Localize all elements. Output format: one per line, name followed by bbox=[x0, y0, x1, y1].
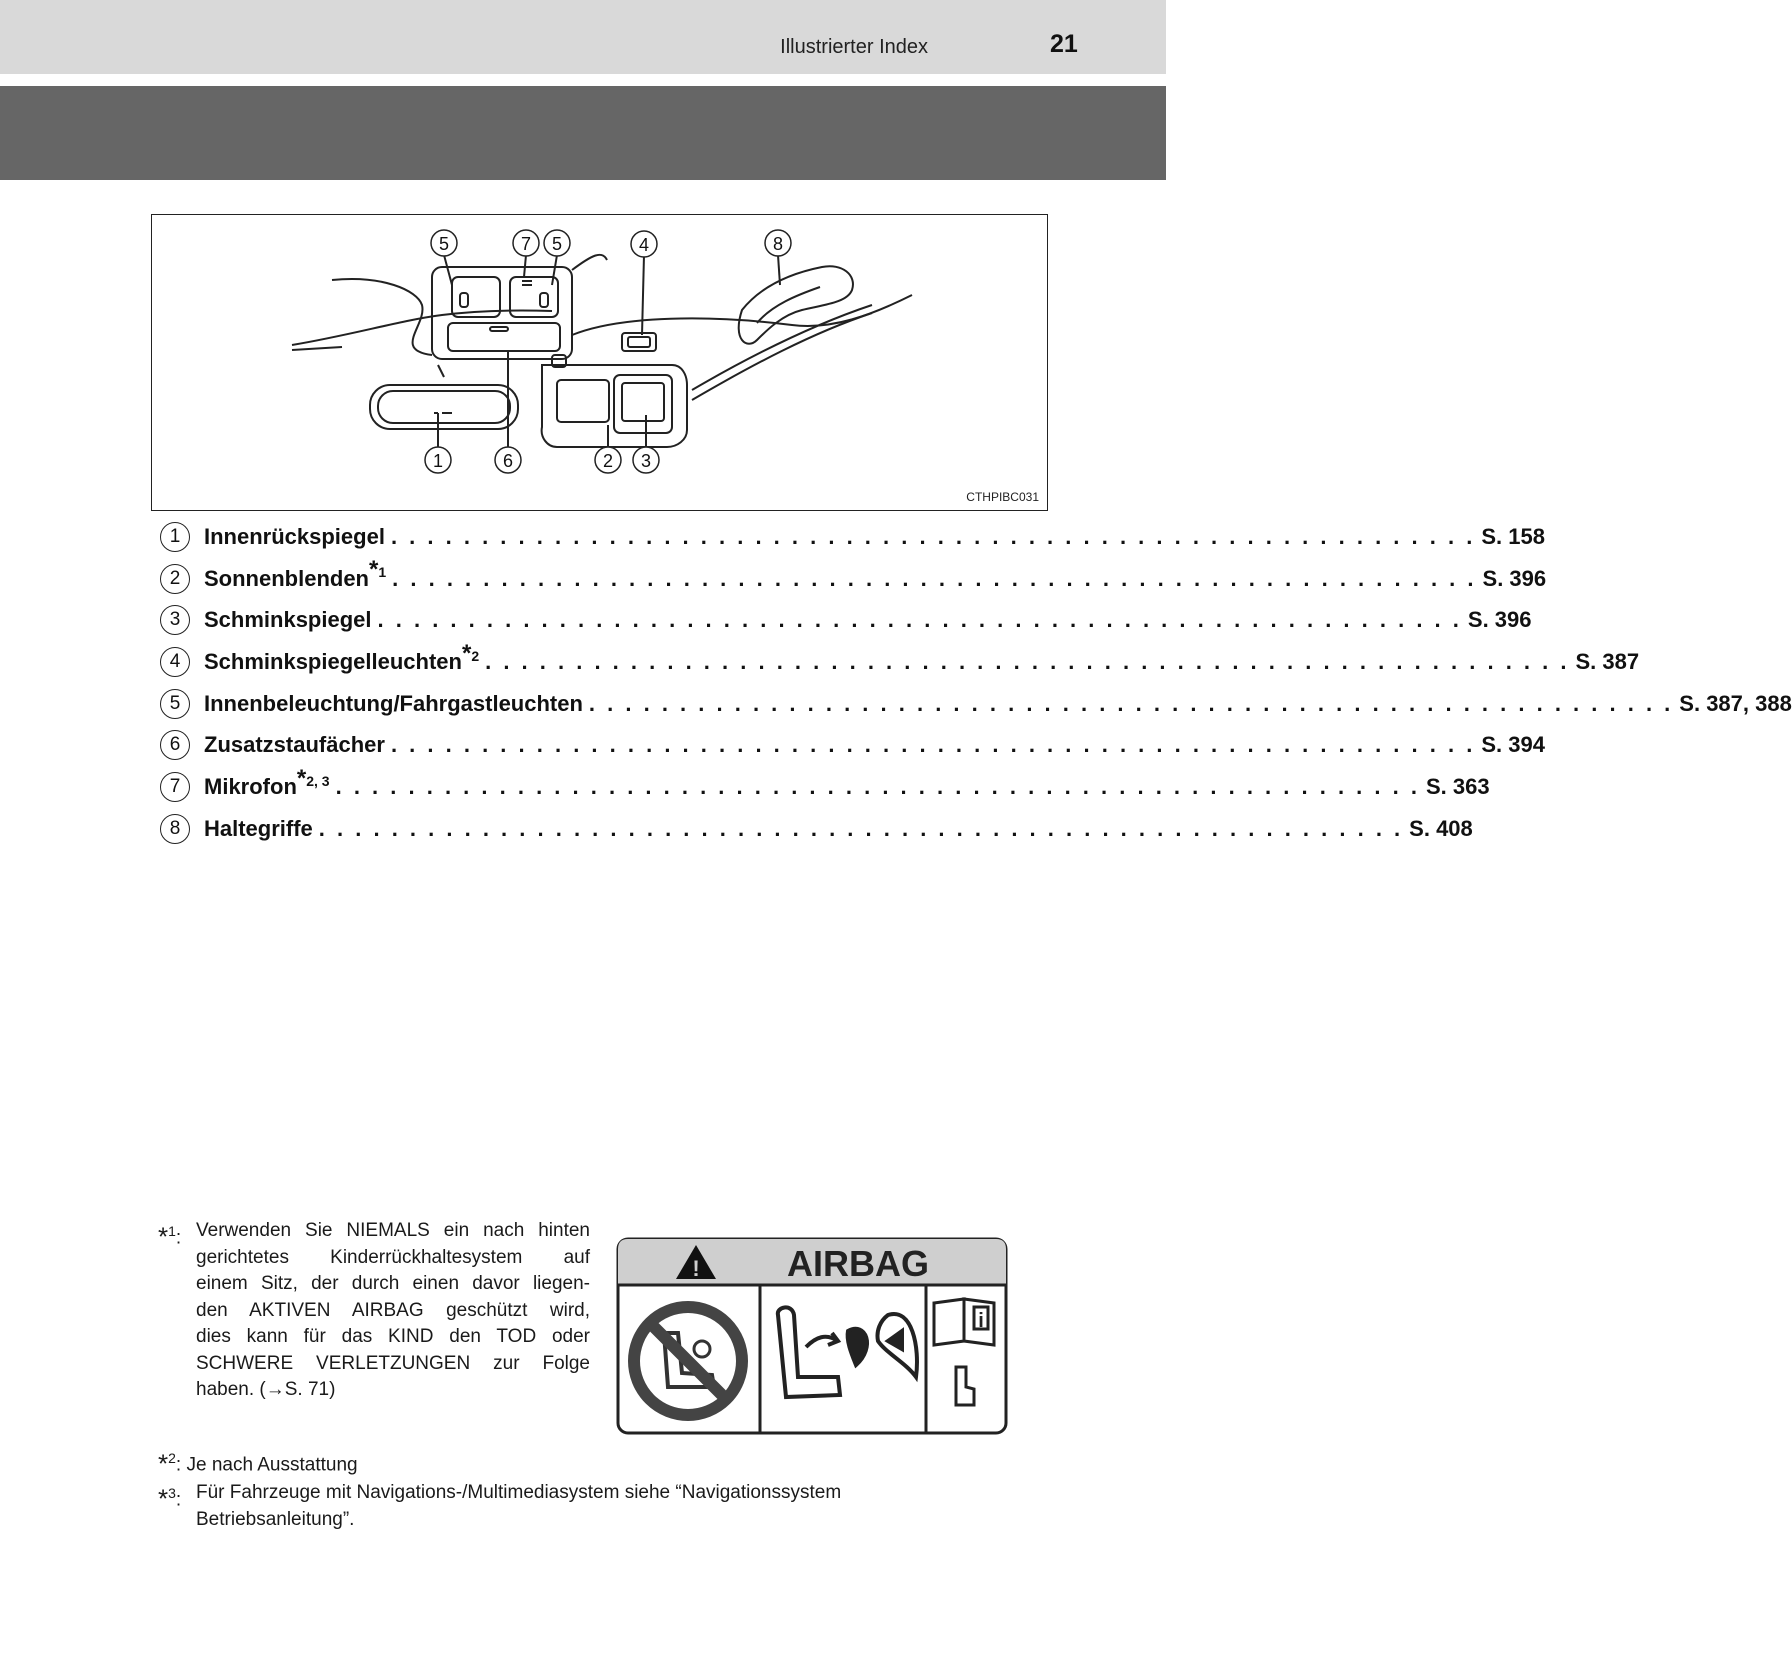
footnote-2-marker: *$^2$: Je nach Ausstattung bbox=[158, 1448, 358, 1479]
index-row bbox=[160, 764, 1490, 808]
item-label: Zusatzstaufächer bbox=[204, 732, 385, 758]
footnote-1-line: einem Sitz, der durch einen davor liegen- bbox=[196, 1273, 590, 1294]
item-page-ref: S. 396 bbox=[1467, 607, 1532, 633]
footnote-1-line: den AKTIVEN AIRBAG geschützt wird, bbox=[196, 1299, 590, 1321]
item-page-ref: S. 158 bbox=[1481, 523, 1545, 549]
footnote-ref: 2 bbox=[471, 647, 480, 664]
airbag-title: AIRBAG bbox=[787, 1243, 929, 1284]
item-page-ref: S. 396 bbox=[1482, 565, 1547, 591]
leader-dots: . . . . . . . . . . . . . . . . . . . . . . . . . . . . . . . . . . . . . . . . . . . . . . . . . . . . . . . . . . . . bbox=[588, 690, 1674, 716]
item-page-ref: S. 394 bbox=[1481, 732, 1545, 758]
footnote-1-line: gerichtetes Kinderrückhaltesystem auf bbox=[196, 1246, 590, 1268]
leader-dots: . . . . . . . . . . . . . . . . . . . . . . . . . . . . . . . . . . . . . . . . . . . . . . . . . . . . . . . . . . . . bbox=[335, 773, 1420, 799]
page-header bbox=[0, 0, 1166, 74]
callout-top-3: 5 bbox=[551, 234, 563, 254]
svg-text:!: ! bbox=[692, 1256, 700, 1281]
footnote-3-marker: *$^3$: bbox=[158, 1483, 182, 1514]
footnote-3-line: Betriebsanleitung”. bbox=[196, 1508, 355, 1530]
leader-dots: . . . . . . . . . . . . . . . . . . . . . . . . . . . . . . . . . . . . . . . . . . . . . . . . . . . . . . . . . . . . bbox=[390, 523, 1476, 549]
item-page-ref: S. 408 bbox=[1409, 815, 1473, 841]
index-row bbox=[160, 556, 1547, 600]
footnote-ref: 2, 3 bbox=[306, 772, 330, 789]
callout-bottom-4: 3 bbox=[640, 451, 652, 471]
callout-top-1: 5 bbox=[438, 234, 450, 254]
footnote-1-line: dies kann für das KIND den TOD oder bbox=[196, 1326, 590, 1347]
item-label: Mikrofon$^{*2, 3}$ bbox=[204, 764, 330, 799]
footnote-1-line: haben. (→S. 71) bbox=[196, 1379, 336, 1400]
footnote-star: * bbox=[296, 764, 307, 792]
item-label: Haltegriffe bbox=[204, 815, 313, 841]
item-label: Sonnenblenden$^{*1}$ bbox=[204, 556, 387, 591]
index-row bbox=[160, 808, 1473, 850]
leader-dots: . . . . . . . . . . . . . . . . . . . . . . . . . . . . . . . . . . . . . . . . . . . . . . . . . . . . . . . . . . . . bbox=[318, 815, 1404, 841]
footnote-2-text: Je nach Ausstattung bbox=[186, 1454, 358, 1476]
item-number-badge: 8 bbox=[160, 814, 190, 844]
interior-ceiling-drawing bbox=[152, 215, 1046, 509]
footnote-ref: 1 bbox=[378, 564, 387, 581]
item-page-ref: S. 387 bbox=[1575, 648, 1640, 674]
index-row bbox=[160, 639, 1640, 683]
item-page-ref: S. 387, 388 bbox=[1679, 690, 1792, 716]
item-label: Schminkspiegelleuchten$^{*2}$ bbox=[204, 639, 480, 674]
footnote-star: * bbox=[369, 556, 379, 584]
footnote-1-line: SCHWERE VERLETZUNGEN zur Folge bbox=[196, 1352, 590, 1374]
index-row bbox=[160, 516, 1545, 558]
prohibited-child-seat-icon bbox=[634, 1307, 742, 1415]
index-list bbox=[160, 516, 1792, 850]
index-row bbox=[160, 683, 1792, 725]
item-number-badge: 7 bbox=[160, 772, 190, 802]
section-title: Illustrierter Index bbox=[780, 36, 928, 58]
footnote-3-line: Für Fahrzeuge mit Navigations-/Multimediasystem siehe “Navigationssystem bbox=[196, 1482, 842, 1503]
index-row bbox=[160, 724, 1545, 766]
item-number-badge: 1 bbox=[160, 522, 190, 552]
leader-dots: . . . . . . . . . . . . . . . . . . . . . . . . . . . . . . . . . . . . . . . . . . . . . . . . . . . . . . . . . . . . bbox=[377, 607, 1462, 633]
header-band bbox=[0, 86, 1166, 180]
footnote-1-line: Verwenden Sie NIEMALS ein nach hinten bbox=[196, 1220, 590, 1241]
callout-bottom-1: 1 bbox=[432, 451, 444, 471]
item-number-badge: 4 bbox=[160, 647, 190, 677]
item-number-badge: 5 bbox=[160, 689, 190, 719]
item-number-badge: 6 bbox=[160, 730, 190, 760]
page-number: 21 bbox=[1050, 30, 1078, 58]
interior-illustration bbox=[151, 214, 1048, 511]
svg-text:i: i bbox=[978, 1310, 984, 1332]
figure-code: CTHPIBC031 bbox=[966, 490, 1039, 504]
item-label: Innenbeleuchtung/Fahrgastleuchten bbox=[204, 690, 583, 716]
item-number-badge: 2 bbox=[160, 564, 190, 594]
item-label: Innenrückspiegel bbox=[204, 523, 385, 549]
footnote-1-marker: *$^1$: bbox=[158, 1221, 182, 1252]
airbag-warning-label bbox=[616, 1237, 1008, 1435]
callout-bottom-2: 6 bbox=[502, 451, 514, 471]
item-number-badge: 3 bbox=[160, 605, 190, 635]
leader-dots: . . . . . . . . . . . . . . . . . . . . . . . . . . . . . . . . . . . . . . . . . . . . . . . . . . . . . . . . . . . . bbox=[390, 732, 1476, 758]
callout-top-2: 7 bbox=[520, 234, 532, 254]
callout-bottom-3: 2 bbox=[602, 451, 614, 471]
item-label: Schminkspiegel bbox=[204, 607, 372, 633]
footnote-3-text bbox=[196, 1480, 1056, 1533]
index-row bbox=[160, 599, 1532, 641]
callout-top-5: 8 bbox=[772, 234, 784, 254]
callout-top-4: 4 bbox=[638, 235, 650, 255]
item-page-ref: S. 363 bbox=[1425, 773, 1490, 799]
leader-dots: . . . . . . . . . . . . . . . . . . . . . . . . . . . . . . . . . . . . . . . . . . . . . . . . . . . . . . . . . . . . bbox=[392, 565, 1477, 591]
footnote-1-text bbox=[196, 1218, 590, 1404]
leader-dots: . . . . . . . . . . . . . . . . . . . . . . . . . . . . . . . . . . . . . . . . . . . . . . . . . . . . . . . . . . . . bbox=[485, 648, 1570, 674]
footnote-star: * bbox=[461, 639, 472, 667]
